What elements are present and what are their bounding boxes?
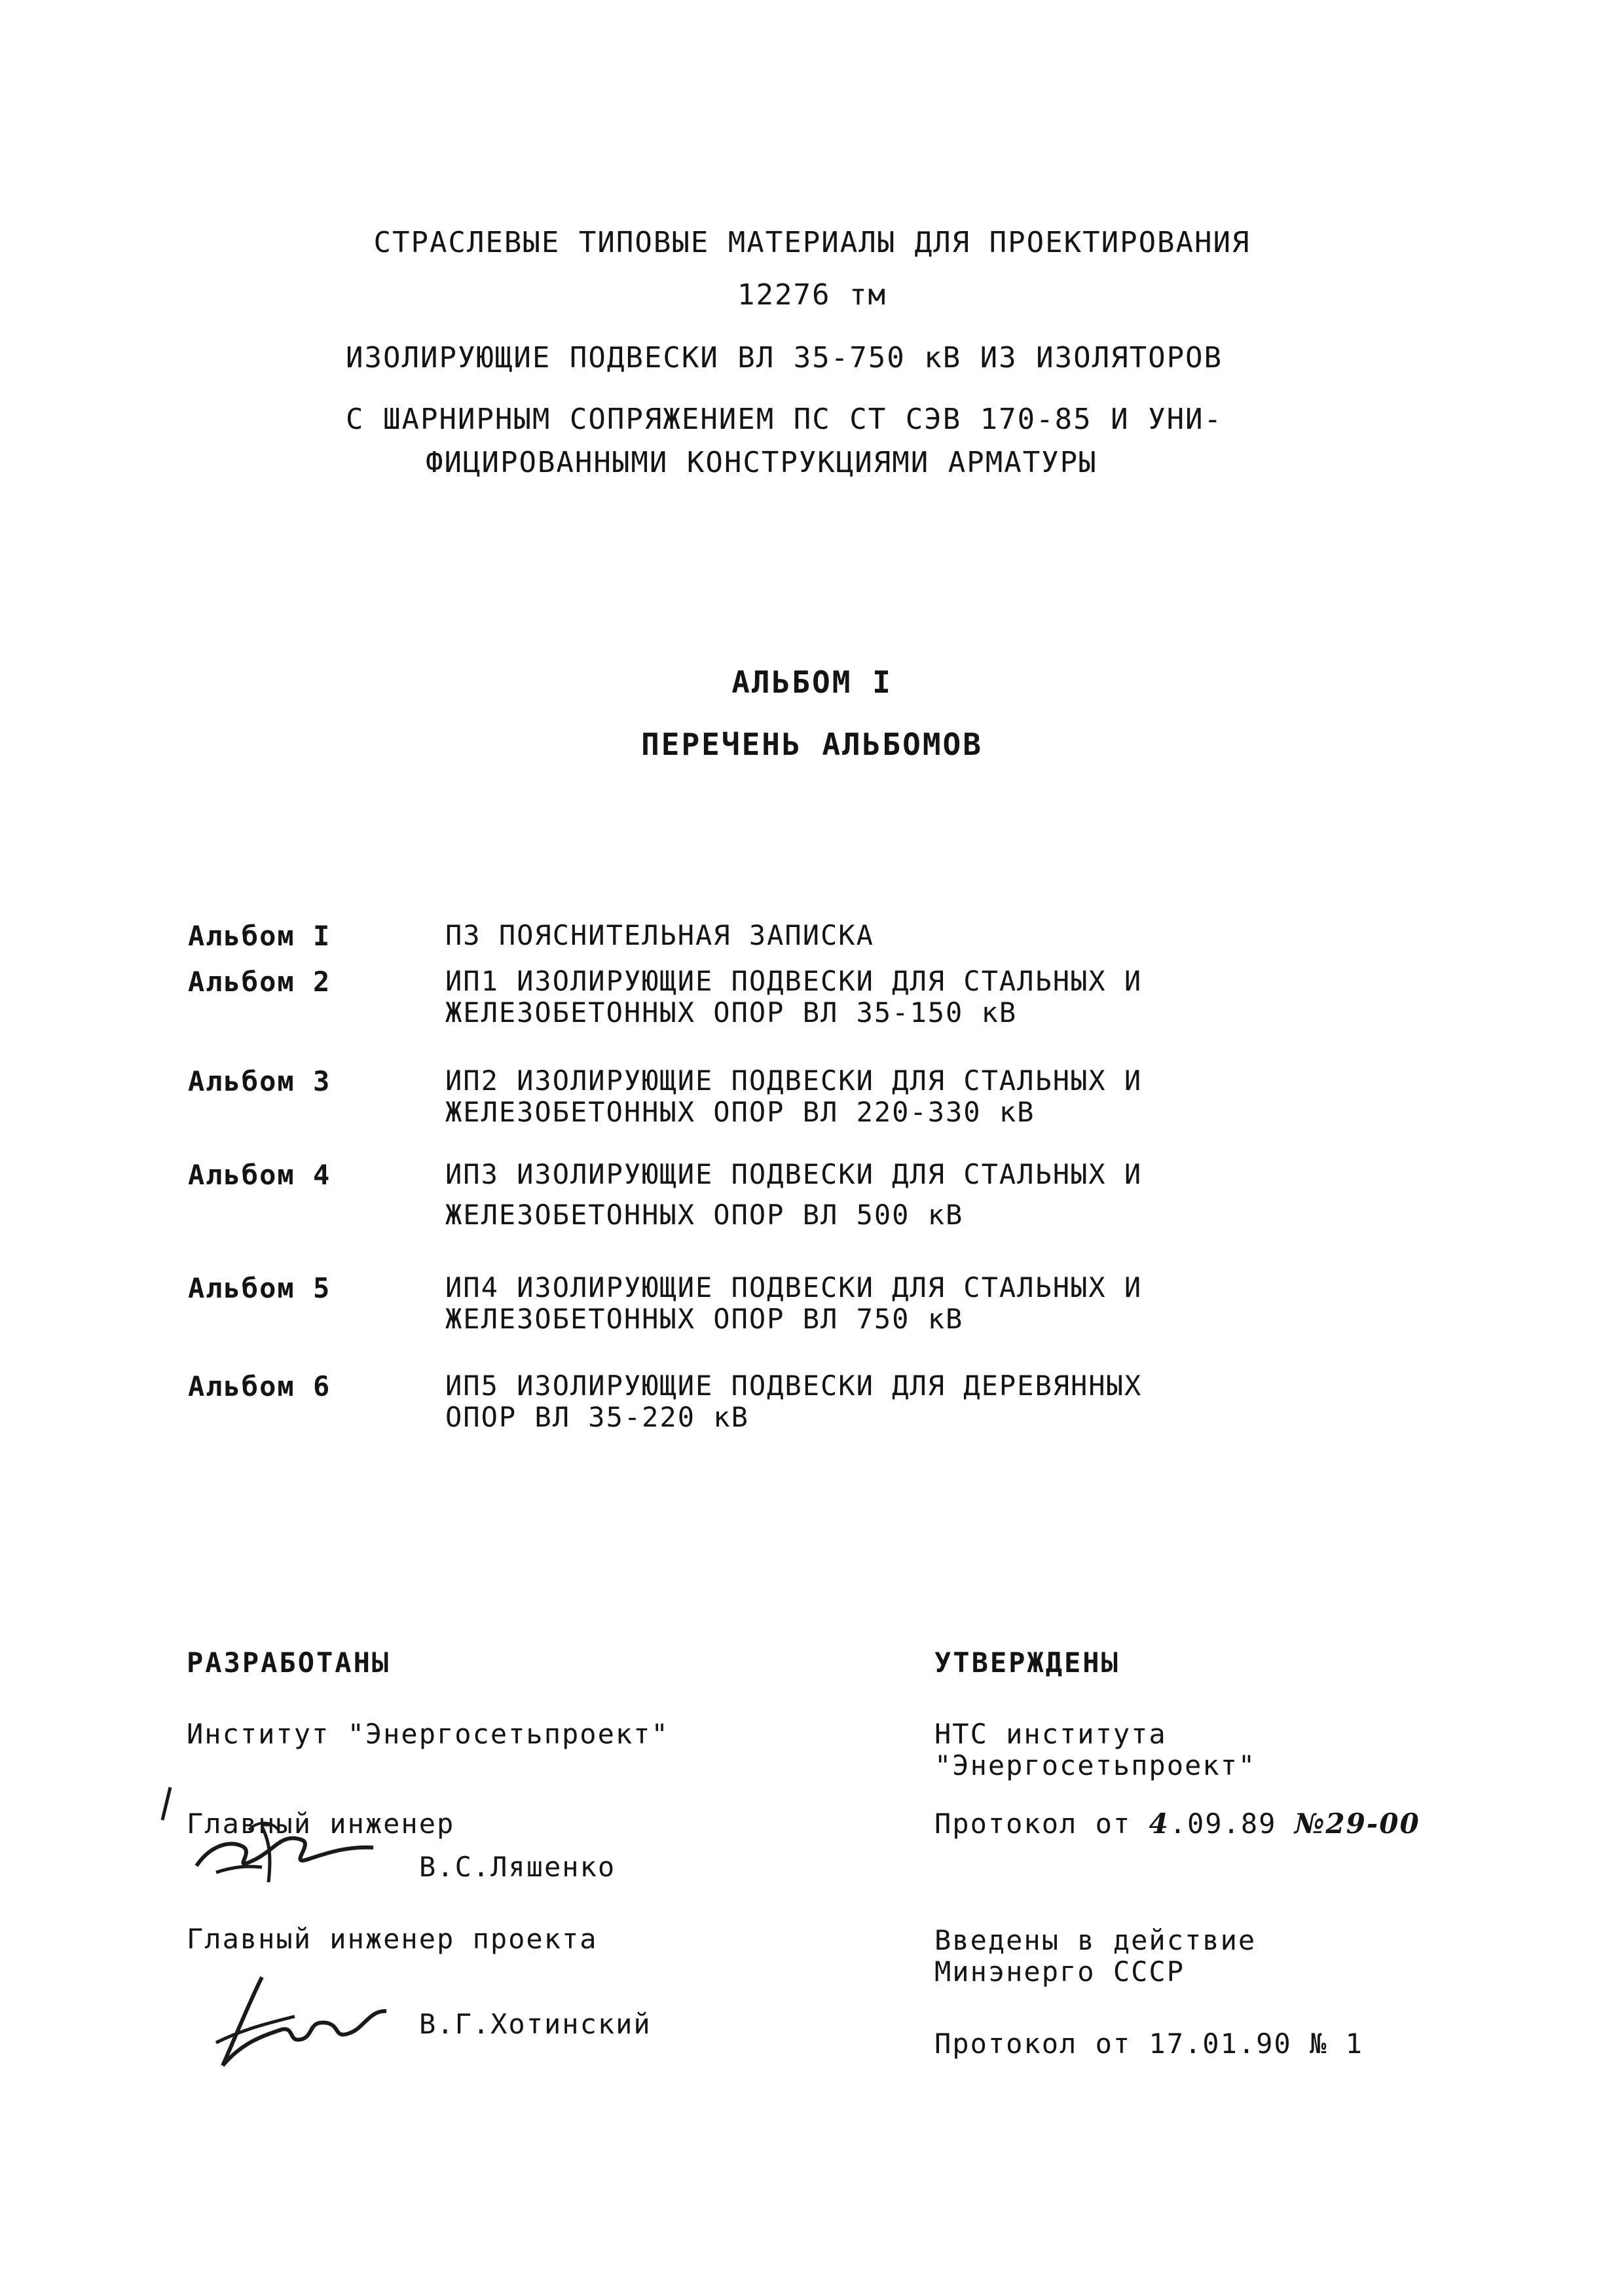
album-title: АЛЬБОМ I (731, 665, 893, 700)
developed-institute: Институт "Энергосетьпроект" (187, 1718, 669, 1750)
project-engineer-title: Главный инженер проекта (187, 1923, 598, 1955)
album-5-line-1: ИП4 ИЗОЛИРУЮЩИЕ ПОДВЕСКИ ДЛЯ СТАЛЬНЫХ И (445, 1271, 1143, 1303)
album-4-line-2: ЖЕЛЕЗОБЕТОННЫХ ОПОР ВЛ 500 кВ (445, 1199, 964, 1231)
header-document-number: 12276 тм (737, 278, 887, 312)
album-4-line-1: ИП3 ИЗОЛИРУЮЩИЕ ПОДВЕСКИ ДЛЯ СТАЛЬНЫХ И (445, 1158, 1143, 1190)
album-3-line-2: ЖЕЛЕЗОБЕТОННЫХ ОПОР ВЛ 220-330 кВ (445, 1096, 1035, 1128)
chief-engineer-title: Главный инженер (187, 1808, 455, 1840)
chief-engineer-signature (151, 1768, 386, 1892)
album-2-description (445, 966, 1329, 1029)
enacted-line-2: Минэнерго СССР (934, 1956, 1185, 1988)
approved-heading: УТВЕРЖДЕНЫ (934, 1647, 1120, 1679)
header-line-1: СТРАСЛЕВЫЕ ТИПОВЫЕ МАТЕРИАЛЫ ДЛЯ ПРОЕКТИРОВАНИЯ (373, 226, 1251, 259)
album-6-description (445, 1370, 1329, 1433)
project-engineer-name: В.Г.Хотинский (419, 2008, 652, 2040)
album-2-line-1: ИП1 ИЗОЛИРУЮЩИЕ ПОДВЕСКИ ДЛЯ СТАЛЬНЫХ И (445, 965, 1143, 997)
protocol-1-number: №29-00 (1294, 1808, 1420, 1840)
album-6-label: Альбом 6 (188, 1370, 331, 1402)
approved-protocol-2: Протокол от 17.01.90 № 1 (934, 2028, 1363, 2060)
header-subtitle-line-2: С ШАРНИРНЫМ СОПРЯЖЕНИЕМ ПС СТ СЭВ 170-85 И УНИ- (346, 403, 1223, 436)
album-1-description (445, 920, 1329, 951)
protocol-1-date: .09.89 (1169, 1808, 1277, 1840)
album-1-label: Альбом I (188, 920, 331, 952)
album-6-line-2: ОПОР ВЛ 35-220 кВ (445, 1401, 749, 1433)
protocol-1-day: 4 (1149, 1808, 1170, 1840)
album-1-line-1: ПЗ ПОЯСНИТЕЛЬНАЯ ЗАПИСКА (445, 919, 874, 951)
album-4-label: Альбом 4 (188, 1159, 331, 1191)
album-3-description (445, 1065, 1329, 1128)
approved-nts-line-2: "Энергосетьпроект" (934, 1749, 1257, 1781)
project-engineer-signature (203, 1964, 399, 2075)
approved-nts-line-1: НТС института (934, 1718, 1167, 1750)
developed-heading: РАЗРАБОТАНЫ (187, 1647, 391, 1679)
protocol-1-prefix: Протокол от (934, 1808, 1132, 1840)
album-list-title: ПЕРЕЧЕНЬ АЛЬБОМОВ (641, 727, 983, 762)
album-2-line-2: ЖЕЛЕЗОБЕТОННЫХ ОПОР ВЛ 35-150 кВ (445, 996, 1018, 1029)
album-3-line-1: ИП2 ИЗОЛИРУЮЩИЕ ПОДВЕСКИ ДЛЯ СТАЛЬНЫХ И (445, 1065, 1143, 1097)
album-5-line-2: ЖЕЛЕЗОБЕТОННЫХ ОПОР ВЛ 750 кВ (445, 1303, 964, 1335)
header-subtitle-line-1: ИЗОЛИРУЮЩИЕ ПОДВЕСКИ ВЛ 35-750 кВ ИЗ ИЗОЛЯТОРОВ (346, 341, 1223, 374)
album-3-label: Альбом 3 (188, 1065, 331, 1097)
album-6-line-1: ИП5 ИЗОЛИРУЮЩИЕ ПОДВЕСКИ ДЛЯ ДЕРЕВЯННЫХ (445, 1370, 1143, 1402)
approved-protocol-1 (934, 1808, 1420, 1840)
album-2-label: Альбом 2 (188, 966, 331, 998)
album-5-description (445, 1272, 1329, 1335)
header-subtitle-line-3: ФИЦИРОВАННЫМИ КОНСТРУКЦИЯМИ АРМАТУРЫ (426, 446, 1098, 479)
chief-engineer-name: В.С.Ляшенко (419, 1851, 616, 1883)
album-4-description (445, 1159, 1329, 1231)
enacted-line-1: Введены в действие (934, 1924, 1257, 1956)
album-5-label: Альбом 5 (188, 1272, 331, 1304)
